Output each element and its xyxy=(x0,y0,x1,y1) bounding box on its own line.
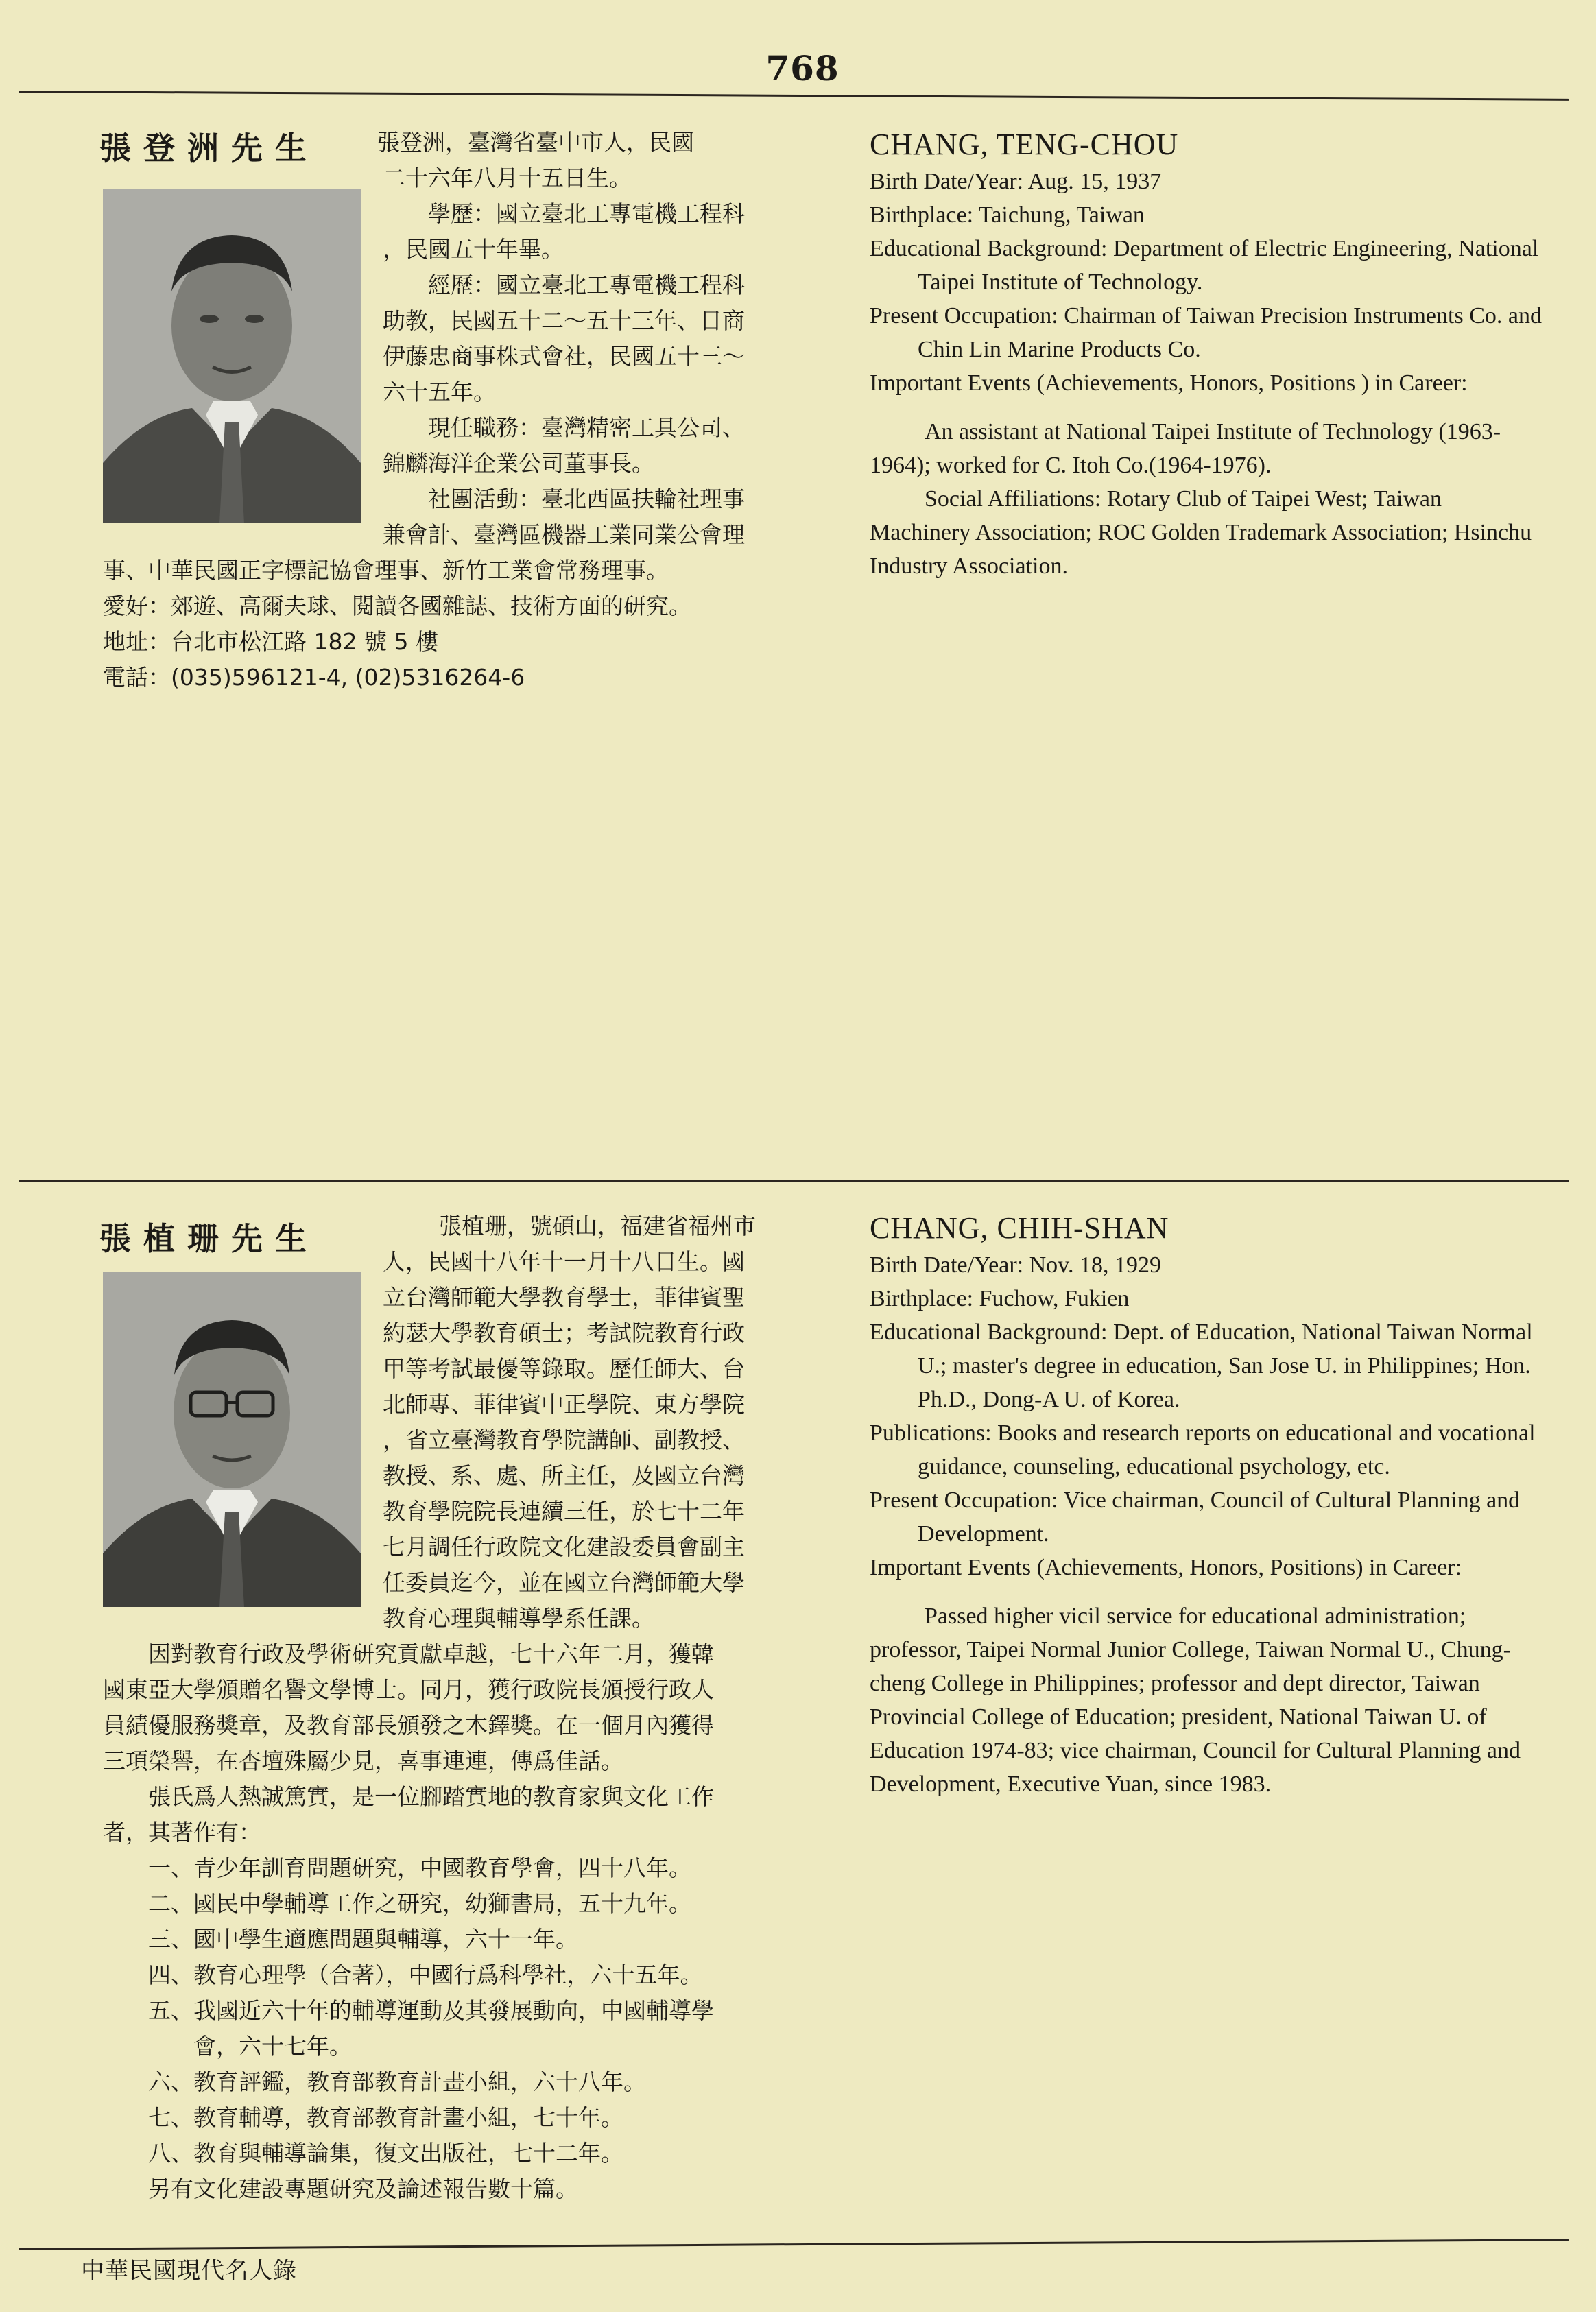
cn-line: 社團活動：臺北西區扶輪社理事 xyxy=(383,486,745,512)
page-number: 768 xyxy=(765,48,839,88)
cn-line: 因對教育行政及學術研究貢獻卓越，七十六年二月，獲韓 xyxy=(103,1641,714,1667)
publication-item: 二、國民中學輔導工作之研究，幼獅書局，五十九年。 xyxy=(103,1890,691,1917)
en-field: Educational Background: Department of Electric Engineering, National Taipei Institute of Technology. xyxy=(870,236,1539,295)
publication-item: 一、青少年訓育問題研究，中國教育學會，四十八年。 xyxy=(103,1855,691,1881)
cn-line: 經歷：國立臺北工專電機工程科 xyxy=(383,272,745,298)
en-field: Important Events (Achievements, Honors, Positions) in Career: xyxy=(870,1555,1462,1580)
publication-item: 七、教育輔導，教育部教育計畫小組，七十年。 xyxy=(103,2104,623,2131)
cn-line: 另有文化建設專題研究及論述報告數十篇。 xyxy=(103,2176,578,2202)
english-biography xyxy=(870,125,1545,583)
cn-line: 教授、系、處、所主任，及國立台灣 xyxy=(383,1462,745,1489)
cn-line: ，省立臺灣教育學院講師、副教授、 xyxy=(383,1427,745,1453)
cn-line: 愛好：郊遊、高爾夫球、閱讀各國雜誌、技術方面的研究。 xyxy=(103,593,691,619)
cn-line: 人，民國十八年十一月十八日生。國 xyxy=(383,1248,745,1275)
cn-line: 教育心理與輔導學系任課。 xyxy=(383,1605,654,1632)
cn-line: 助教，民國五十二～五十三年、日商 xyxy=(383,307,745,334)
cn-line: 現任職務：臺灣精密工具公司、 xyxy=(383,414,745,441)
en-field: Birthplace: Fuchow, Fukien xyxy=(870,1286,1130,1311)
cn-line: 三項榮譽，在杏壇殊屬少見，喜事連連，傳爲佳話。 xyxy=(103,1748,623,1774)
biography-entry xyxy=(0,1187,1596,2243)
english-name-heading: CHANG, CHIH-SHAN xyxy=(870,1211,1169,1245)
en-field: Present Occupation: Chairman of Taiwan Precision Instruments Co. and Chin Lin Marine Products Co. xyxy=(870,303,1542,362)
en-field: Important Events (Achievements, Honors, Positions ) in Career: xyxy=(870,370,1468,396)
section-divider xyxy=(19,1180,1569,1182)
cn-line: 兼會計、臺灣區機器工業同業公會理 xyxy=(383,521,745,548)
cn-line: 張氏爲人熱誠篤實，是一位腳踏實地的教育家與文化工作 xyxy=(103,1783,714,1810)
cn-line: 任委員迄今，並在國立台灣師範大學 xyxy=(383,1569,745,1596)
cn-line: 伊藤忠商事株式會社，民國五十三～ xyxy=(383,343,745,370)
book-title-footer: 中華民國現代名人錄 xyxy=(81,2257,297,2285)
en-field: Present Occupation: Vice chairman, Council of Cultural Planning and Development. xyxy=(870,1488,1521,1547)
chinese-biography xyxy=(103,125,816,695)
cn-line: 張登洲，臺灣省臺中市人，民國 xyxy=(377,129,694,156)
en-paragraph: Social Affiliations: Rotary Club of Taipei West; Taiwan Machinery Association; ROC Golden Trademark Association; Hsinchu Industry Association. xyxy=(870,486,1532,579)
cn-line: 教育學院院長連續三任，於七十二年 xyxy=(383,1498,745,1525)
chinese-name-heading: 張植珊先生 xyxy=(99,1220,319,1257)
cn-line: 地址：台北市松江路 182 號 5 樓 xyxy=(103,628,438,655)
cn-line: 錦麟海洋企業公司董事長。 xyxy=(383,450,654,477)
cn-line: 七月調任行政院文化建設委員會副主 xyxy=(383,1534,745,1560)
en-field: Birth Date/Year: Aug. 15, 1937 xyxy=(870,169,1162,194)
publication-item: 會，六十七年。 xyxy=(103,2033,352,2060)
publication-item: 四、教育心理學（合著），中國行爲科學社，六十五年。 xyxy=(103,1962,703,1988)
english-biography xyxy=(870,1208,1545,1801)
biography-entry xyxy=(0,96,1596,1166)
cn-line: 甲等考試最優等錄取。歷任師大、台 xyxy=(383,1355,745,1382)
publication-item: 五、我國近六十年的輔導運動及其發展動向，中國輔導學 xyxy=(103,1997,714,2024)
cn-line: ，民國五十年畢。 xyxy=(383,236,564,263)
chinese-name-heading: 張登洲先生 xyxy=(99,130,319,167)
cn-line: 約瑟大學教育碩士；考試院教育行政 xyxy=(383,1320,745,1346)
en-field: Educational Background: Dept. of Education, National Taiwan Normal U.; master's degree in education, San Jose U. in Philippines; Hon. Ph.D., Dong-A U. of Korea. xyxy=(870,1320,1533,1412)
publication-item: 六、教育評鑑，教育部教育計畫小組，六十八年。 xyxy=(103,2069,646,2095)
cn-line: 張植珊，號碩山，福建省福州市 xyxy=(439,1213,756,1239)
cn-line: 六十五年。 xyxy=(383,379,496,405)
english-name-heading: CHANG, TENG-CHOU xyxy=(870,128,1179,161)
cn-line: 國東亞大學頒贈名譽文學博士。同月，獲行政院長頒授行政人 xyxy=(103,1676,714,1703)
en-field: Birthplace: Taichung, Taiwan xyxy=(870,202,1145,228)
cn-line: 電話：(035)596121-4, (02)5316264-6 xyxy=(103,664,525,691)
en-field: Birth Date/Year: Nov. 18, 1929 xyxy=(870,1252,1161,1278)
cn-line: 北師專、菲律賓中正學院、東方學院 xyxy=(383,1391,745,1418)
cn-line: 學歷：國立臺北工專電機工程科 xyxy=(383,200,745,227)
cn-line: 二十六年八月十五日生。 xyxy=(383,165,632,191)
cn-line: 事、中華民國正字標記協會理事、新竹工業會常務理事。 xyxy=(103,557,669,584)
cn-line: 立台灣師範大學教育學士，菲律賓聖 xyxy=(383,1284,745,1311)
cn-line: 員績優服務獎章，及教育部長頒發之木鐸獎。在一個月內獲得 xyxy=(103,1712,714,1739)
en-field: Publications: Books and research reports on educational and vocational guidance, counseling, educational psychology, etc. xyxy=(870,1420,1536,1479)
publication-item: 三、國中學生適應問題與輔導，六十一年。 xyxy=(103,1926,578,1953)
cn-line: 者，其著作有： xyxy=(103,1819,261,1846)
publication-item: 八、教育與輔導論集，復文出版社，七十二年。 xyxy=(103,2140,623,2167)
en-paragraph: An assistant at National Taipei Institute of Technology (1963-1964); worked for C. Itoh Co.(1964-1976). xyxy=(870,419,1501,478)
en-paragraph: Passed higher vicil service for educational administration; professor, Taipei Normal Junior College, Taiwan Normal U., Chung-cheng College in Philippines; professor and dept director, Taiwan Provincial College of Education; president, National Taiwan U. of Education 1974-83; vice chairman, Council for Cultural Planning and Development, Executive Yuan, since 1983. xyxy=(870,1604,1521,1797)
chinese-biography xyxy=(103,1208,816,2207)
